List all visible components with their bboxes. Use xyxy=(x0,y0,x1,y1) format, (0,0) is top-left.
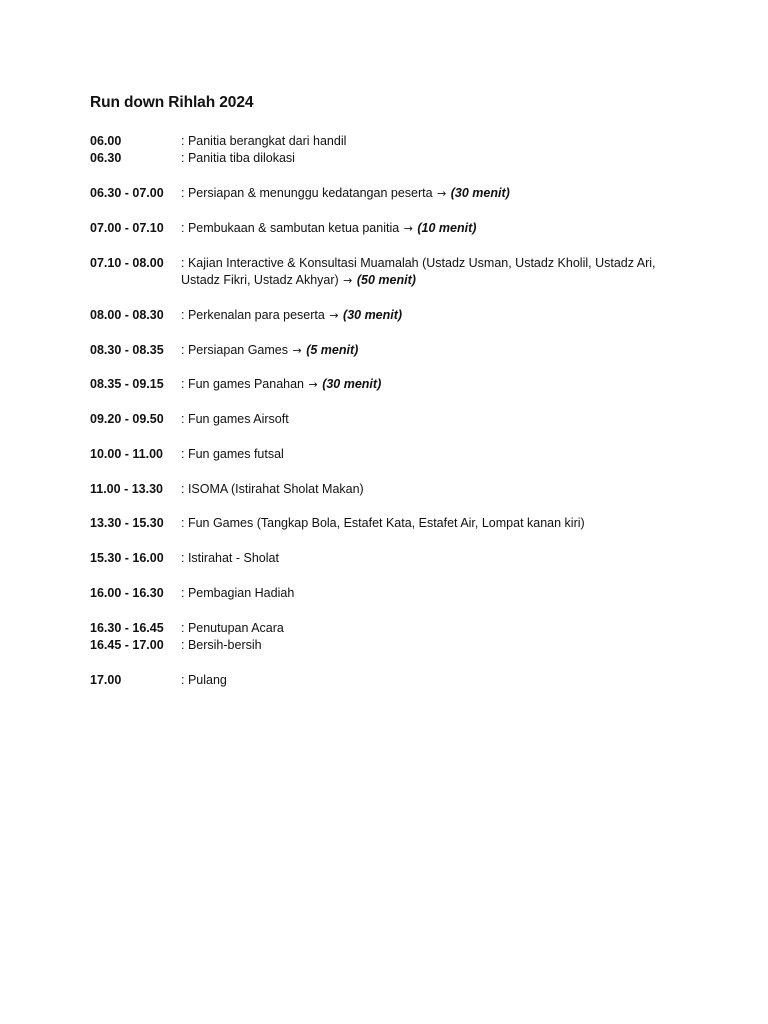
schedule-description xyxy=(181,133,671,150)
description-line xyxy=(181,446,671,463)
schedule-description xyxy=(181,515,671,532)
schedule-description xyxy=(181,342,671,359)
description-line xyxy=(181,150,671,167)
description-line xyxy=(181,307,671,324)
activity-text: : Panitia berangkat dari handil xyxy=(181,134,347,148)
schedule-description xyxy=(181,481,671,498)
description-line xyxy=(181,255,671,272)
schedule-time: 09.20 - 09.50 xyxy=(90,412,164,426)
schedule-description xyxy=(181,446,671,463)
activity-text: Ustadz Fikri, Ustadz Akhyar) xyxy=(181,273,339,287)
description-line xyxy=(181,133,671,150)
description-line xyxy=(181,637,671,654)
schedule-time: 07.10 - 08.00 xyxy=(90,256,164,270)
schedule-description xyxy=(181,150,671,167)
duration-label: (50 menit) xyxy=(356,273,416,287)
schedule-time: 08.35 - 09.15 xyxy=(90,377,164,391)
schedule-time: 06.30 xyxy=(90,151,122,165)
activity-text: : Panitia tiba dilokasi xyxy=(181,151,295,165)
description-line xyxy=(181,515,671,532)
activity-text: : Perkenalan para peserta xyxy=(181,308,325,322)
schedule-description xyxy=(181,411,671,428)
activity-text: : Fun games Airsoft xyxy=(181,412,289,426)
activity-text: : Fun games Panahan xyxy=(181,377,304,391)
description-line xyxy=(181,550,671,567)
arrow-right-icon: → xyxy=(437,187,447,200)
description-line xyxy=(181,481,671,498)
schedule-description xyxy=(181,637,671,654)
duration-label: (30 menit) xyxy=(322,377,382,391)
schedule-time: 16.00 - 16.30 xyxy=(90,586,164,600)
description-line xyxy=(181,272,671,289)
activity-text: : Bersih-bersih xyxy=(181,638,262,652)
duration-label: (30 menit) xyxy=(450,186,510,200)
description-line xyxy=(181,620,671,637)
schedule-time: 13.30 - 15.30 xyxy=(90,516,164,530)
activity-text: : Pulang xyxy=(181,673,227,687)
activity-text: : Istirahat - Sholat xyxy=(181,551,279,565)
activity-text: : Penutupan Acara xyxy=(181,621,284,635)
activity-text: : Fun games futsal xyxy=(181,447,284,461)
description-line xyxy=(181,342,671,359)
arrow-right-icon: → xyxy=(308,378,318,391)
description-line xyxy=(181,672,671,689)
activity-text: : Pembukaan & sambutan ketua panitia xyxy=(181,221,400,235)
schedule-time: 08.30 - 08.35 xyxy=(90,343,164,357)
description-line xyxy=(181,220,671,237)
schedule-time: 07.00 - 07.10 xyxy=(90,221,164,235)
activity-text: : ISOMA (Istirahat Sholat Makan) xyxy=(181,482,364,496)
schedule-description xyxy=(181,585,671,602)
duration-label: (30 menit) xyxy=(343,308,403,322)
description-line xyxy=(181,411,671,428)
schedule-time: 15.30 - 16.00 xyxy=(90,551,164,565)
schedule-description xyxy=(181,220,671,237)
schedule-description xyxy=(181,185,671,202)
schedule-time: 16.30 - 16.45 xyxy=(90,621,164,635)
arrow-right-icon: → xyxy=(329,309,339,322)
duration-label: (5 menit) xyxy=(306,343,359,357)
schedule-description xyxy=(181,620,671,637)
schedule-time: 11.00 - 13.30 xyxy=(90,482,163,496)
activity-text: : Fun Games (Tangkap Bola, Estafet Kata, Estafet Air, Lompat kanan kiri) xyxy=(181,516,585,530)
schedule-description xyxy=(181,550,671,567)
arrow-right-icon: → xyxy=(292,344,302,357)
schedule-description xyxy=(181,255,671,289)
schedule-time: 08.00 - 08.30 xyxy=(90,308,164,322)
schedule-description xyxy=(181,672,671,689)
schedule-time: 06.00 xyxy=(90,134,122,148)
schedule-description xyxy=(181,307,671,324)
activity-text: : Pembagian Hadiah xyxy=(181,586,295,600)
schedule-time: 10.00 - 11.00 xyxy=(90,447,163,461)
schedule-time: 16.45 - 17.00 xyxy=(90,638,164,652)
schedule-time: 17.00 xyxy=(90,673,122,687)
activity-text: : Persiapan & menunggu kedatangan peserta xyxy=(181,186,433,200)
page-title: Run down Rihlah 2024 xyxy=(90,94,254,111)
arrow-right-icon: → xyxy=(343,274,353,287)
description-line xyxy=(181,185,671,202)
activity-text: : Persiapan Games xyxy=(181,343,288,357)
description-line xyxy=(181,585,671,602)
schedule-description xyxy=(181,376,671,393)
arrow-right-icon: → xyxy=(403,222,413,235)
activity-text: : Kajian Interactive & Konsultasi Muamalah (Ustadz Usman, Ustadz Kholil, Ustadz Ari, xyxy=(181,256,656,270)
description-line xyxy=(181,376,671,393)
duration-label: (10 menit) xyxy=(417,221,477,235)
schedule-time: 06.30 - 07.00 xyxy=(90,186,164,200)
